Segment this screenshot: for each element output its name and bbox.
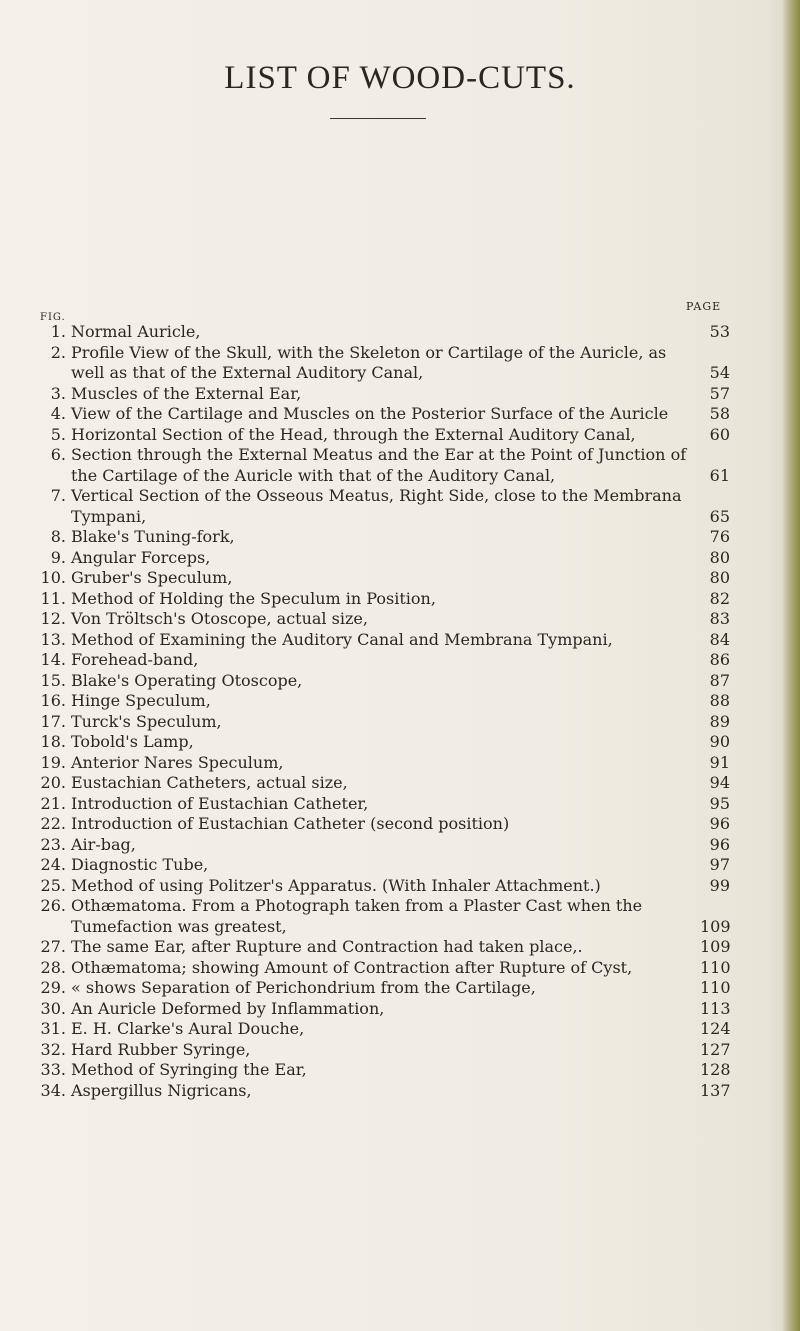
figure-caption: Gruber's Speculum, (71, 568, 233, 587)
figure-number: 24. (40, 855, 66, 874)
page-number: 99 (709, 875, 730, 895)
page-number: 113 (700, 998, 731, 1018)
figure-number: 10. (40, 568, 66, 587)
figure-caption: Method of Holding the Speculum in Position, (71, 588, 436, 608)
figure-caption: An Auricle Deformed by Inflammation, (71, 998, 385, 1018)
figure-caption: Blake's Tuning-fork, (71, 527, 235, 546)
list-item (40, 425, 730, 446)
figure-caption: Introduction of Eustachian Catheter, (71, 793, 369, 813)
figure-number: 18. (40, 732, 66, 751)
page-number: 53 (709, 322, 730, 341)
figure-number: 31. (40, 1019, 66, 1038)
figure-caption: Method of Examining the Auditory Canal and Membrana Tympani, (71, 629, 613, 649)
list-item (40, 732, 730, 753)
figure-number: 23. (40, 834, 66, 854)
page-number: 87 (709, 670, 730, 690)
figure-caption: Othæmatoma. From a Photograph taken from a Plaster Cast when the Tumefaction was greatest, (71, 896, 643, 936)
page-number: 110 (700, 957, 731, 977)
list-item (40, 404, 730, 425)
figure-number: 34. (40, 1080, 66, 1100)
page-number: 61 (709, 465, 730, 485)
figure-caption: Introduction of Eustachian Catheter (second position) (71, 814, 510, 833)
figure-number: 33. (40, 1060, 66, 1079)
figure-number: 5. (50, 424, 66, 444)
figure-caption: Tobold's Lamp, (71, 732, 194, 751)
figure-number: 29. (40, 978, 66, 997)
list-item (40, 589, 730, 610)
figure-number: 15. (40, 670, 66, 690)
page-number: 88 (709, 691, 730, 710)
figure-caption: Turck's Speculum, (71, 711, 222, 731)
list-item (40, 384, 730, 405)
figure-number: 27. (40, 937, 66, 956)
page-number: 109 (700, 937, 731, 956)
list-item (40, 958, 730, 979)
figure-number: 25. (40, 875, 66, 895)
figure-caption: Method of Syringing the Ear, (71, 1060, 307, 1079)
list-item (40, 322, 730, 343)
page-number: 95 (709, 793, 730, 813)
page-number: 58 (709, 404, 730, 423)
fig-column-header: FIG. (40, 312, 66, 323)
figure-caption: Diagnostic Tube, (71, 855, 209, 874)
figure-number: 2. (50, 342, 66, 362)
figure-caption: View of the Cartilage and Muscles on the Posterior Surface of the Auricle (71, 404, 669, 423)
list-item (40, 691, 730, 712)
page-number: 94 (709, 773, 730, 792)
page-number: 89 (709, 711, 730, 731)
list-item (40, 609, 730, 630)
page-number: 76 (709, 527, 730, 546)
page-column-header: PAGE (686, 300, 722, 313)
page-number: 84 (709, 629, 730, 649)
figure-caption: Forehead-band, (71, 650, 199, 669)
figure-caption: Method of using Politzer's Apparatus. (With Inhaler Attachment.) (71, 875, 601, 895)
page-number: 80 (709, 547, 730, 567)
figure-caption: Profile View of the Skull, with the Skeleton or Cartilage of the Auricle, as well as that of the External Auditory Canal, (71, 342, 667, 382)
figure-number: 22. (40, 814, 66, 833)
figure-number: 17. (40, 711, 66, 731)
list-item (40, 1019, 730, 1040)
woodcut-list (40, 322, 730, 1101)
list-item (40, 814, 730, 835)
page-number: 80 (709, 568, 730, 587)
list-item (40, 712, 730, 733)
list-item (40, 1081, 730, 1102)
figure-caption: Von Tröltsch's Otoscope, actual size, (71, 609, 368, 628)
figure-caption: Blake's Operating Otoscope, (71, 670, 303, 690)
figure-number: 9. (50, 547, 66, 567)
page-number: 91 (709, 752, 730, 772)
list-item (40, 568, 730, 589)
figure-number: 7. (50, 486, 66, 505)
page-number: 82 (709, 588, 730, 608)
page-number: 57 (709, 383, 730, 403)
figure-number: 8. (50, 527, 66, 546)
list-item (40, 937, 730, 958)
list-item (40, 630, 730, 651)
figure-caption: The same Ear, after Rupture and Contraction had taken place,. (71, 937, 583, 956)
figure-number: 6. (50, 445, 66, 464)
figure-number: 4. (50, 404, 66, 423)
list-item (40, 773, 730, 794)
figure-number: 16. (40, 691, 66, 710)
figure-caption: Hinge Speculum, (71, 691, 211, 710)
figure-caption: « shows Separation of Perichondrium from the Cartilage, (71, 978, 536, 997)
page-number: 97 (709, 855, 730, 874)
list-item (40, 486, 730, 527)
list-item (40, 978, 730, 999)
figure-number: 11. (40, 588, 66, 608)
list-item (40, 999, 730, 1020)
figure-caption: Othæmatoma; showing Amount of Contraction after Rupture of Cyst, (71, 957, 633, 977)
list-item (40, 794, 730, 815)
page-number: 96 (709, 834, 730, 854)
figure-number: 3. (50, 383, 66, 403)
list-item (40, 548, 730, 569)
figure-caption: Anterior Nares Speculum, (71, 752, 284, 772)
list-item (40, 855, 730, 876)
list-item (40, 527, 730, 548)
list-item (40, 1040, 730, 1061)
list-item (40, 876, 730, 897)
figure-number: 32. (40, 1039, 66, 1059)
list-item (40, 1060, 730, 1081)
page-number: 124 (700, 1019, 731, 1038)
figure-caption: Hard Rubber Syringe, (71, 1039, 251, 1059)
figure-caption: Section through the External Meatus and the Ear at the Point of Junction of the Cartilage of the Auricle with that of the Auditory Canal, (71, 445, 687, 485)
figure-number: 14. (40, 650, 66, 669)
list-item (40, 445, 730, 486)
list-item (40, 671, 730, 692)
page-number: 90 (709, 732, 730, 751)
figure-number: 20. (40, 773, 66, 792)
title-rule (330, 118, 426, 119)
page-number: 83 (709, 609, 730, 628)
figure-caption: Eustachian Catheters, actual size, (71, 773, 348, 792)
figure-caption: Horizontal Section of the Head, through the External Auditory Canal, (71, 424, 636, 444)
page-number: 128 (700, 1060, 731, 1079)
page-number: 127 (700, 1039, 731, 1059)
page-number: 96 (709, 814, 730, 833)
page-number: 86 (709, 650, 730, 669)
page-number: 110 (700, 978, 731, 997)
list-item (40, 896, 730, 937)
page-number: 60 (709, 424, 730, 444)
list-item (40, 343, 730, 384)
page-edge (782, 0, 800, 1331)
figure-caption: Normal Auricle, (71, 322, 201, 341)
figure-caption: Vertical Section of the Osseous Meatus, Right Side, close to the Membrana Tympani, (71, 486, 682, 526)
figure-number: 28. (40, 957, 66, 977)
figure-caption: Angular Forceps, (71, 547, 211, 567)
page-number: 54 (709, 363, 730, 382)
list-item (40, 650, 730, 671)
page-number: 65 (709, 506, 730, 526)
figure-number: 1. (50, 322, 66, 341)
figure-number: 13. (40, 629, 66, 649)
page-number: 137 (700, 1080, 731, 1100)
figure-number: 19. (40, 752, 66, 772)
figure-number: 26. (40, 896, 66, 915)
figure-number: 30. (40, 998, 66, 1018)
figure-caption: E. H. Clarke's Aural Douche, (71, 1019, 305, 1038)
figure-caption: Muscles of the External Ear, (71, 383, 302, 403)
figure-number: 12. (40, 609, 66, 628)
page-number: 109 (700, 916, 731, 936)
figure-caption: Air-bag, (71, 834, 136, 854)
figure-caption: Aspergillus Nigricans, (71, 1080, 252, 1100)
figure-number: 21. (40, 793, 66, 813)
list-item (40, 835, 730, 856)
page-title: LIST OF WOOD-CUTS. (224, 60, 576, 96)
list-item (40, 753, 730, 774)
